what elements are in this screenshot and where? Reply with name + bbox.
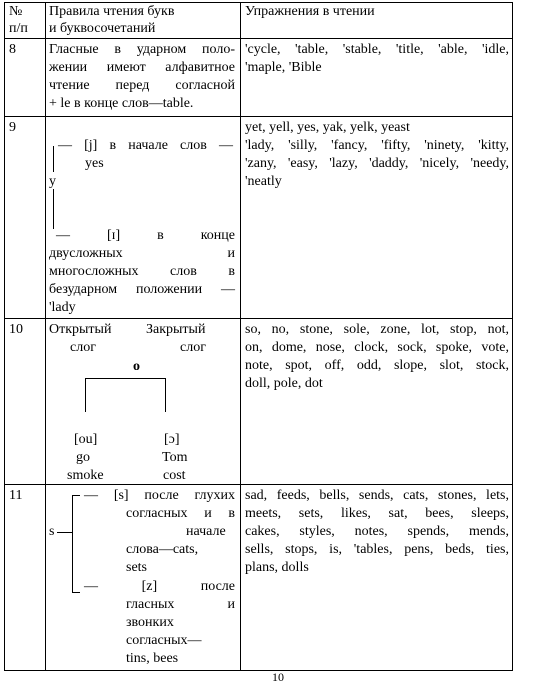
rule-10-open-sound: [ou] xyxy=(74,432,98,447)
rule-9-i-branch-line5: 'lady xyxy=(49,300,76,315)
rule-11-z-branch-line5: tins, bees xyxy=(126,651,179,666)
exercise-11-line3: cakes, styles, notes, spends, mends, xyxy=(245,524,509,539)
row-number-8: 8 xyxy=(9,42,16,57)
rule-10-closed-sound: [ɔ] xyxy=(164,432,180,447)
rule-8-line2: жении имеют алфавитное xyxy=(49,60,235,75)
column-divider-rules xyxy=(240,2,241,671)
exercise-10-line2: on, dome, nose, clock, sock, spoke, vote, xyxy=(245,340,509,355)
rule-10-tree-left xyxy=(85,378,86,412)
header-number-line2: п/п xyxy=(9,21,28,36)
rule-10-tree-right xyxy=(165,378,166,412)
rule-11-s-branch-line4: слова—cats, xyxy=(126,542,199,557)
row-number-10: 10 xyxy=(9,322,23,337)
rule-10-open-bottom: слог xyxy=(70,340,96,355)
rule-8-line3: чтение перед согласной xyxy=(49,78,235,93)
rule-9-letter: y xyxy=(49,174,56,189)
rule-10-closed-top: Закрытый xyxy=(146,322,206,337)
rule-10-closed-example1: Tom xyxy=(162,450,188,465)
exercise-10-line3: note, spot, off, odd, slope, slot, stock, xyxy=(245,358,509,373)
rule-9-bracket-upper xyxy=(53,146,54,172)
rule-11-z-branch-line1: — [z] после xyxy=(84,579,235,594)
header-number-line1: № xyxy=(9,4,23,19)
rule-10-open-example1: go xyxy=(76,450,90,465)
table-border-left xyxy=(4,2,5,671)
rule-11-s-branch-line3: начале xyxy=(186,524,226,539)
header-exercises: Упражнения в чтении xyxy=(245,4,375,19)
row-divider-8 xyxy=(4,116,512,117)
row-number-9: 9 xyxy=(9,120,16,135)
exercise-11-line1: sad, feeds, bells, sends, cats, stones, lets, xyxy=(245,488,509,503)
exercise-9-line4: 'neatly xyxy=(245,174,282,189)
rule-11-z-branch-line3: звонких xyxy=(126,615,174,630)
exercise-11-line4: sells, stops, is, 'tables, pens, beds, ties, xyxy=(245,542,509,557)
exercise-9-line2: 'lady, 'silly, 'fancy, 'fifty, 'ninety, 'kitty, xyxy=(245,138,509,153)
rule-10-closed-bottom: слог xyxy=(180,340,206,355)
row-number-11: 11 xyxy=(9,488,23,503)
exercise-10-line1: so, no, stone, sole, zone, lot, stop, not, xyxy=(245,322,509,337)
rule-11-letter: s xyxy=(49,524,55,539)
exercise-8-line1: 'cycle, 'table, 'stable, 'title, 'able, 'idle, xyxy=(245,42,509,57)
column-divider-number xyxy=(45,2,46,671)
rule-8-line1: Гласные в ударном поло- xyxy=(49,42,235,57)
exercise-9-line1: yet, yell, yes, yak, yelk, yeast xyxy=(245,120,410,135)
rule-9-i-branch-line2: двусложных и xyxy=(49,246,235,261)
rule-9-i-branch-line4: безударном положении — xyxy=(49,282,235,297)
rule-10-closed-example2: cost xyxy=(163,468,186,483)
rule-8-line4: + le в конце слов—table. xyxy=(49,96,194,111)
rule-10-open-example2: smoke xyxy=(67,468,104,483)
rule-11-bracket xyxy=(72,495,73,593)
rule-9-i-branch-line1: — [ɪ] в конце xyxy=(56,228,235,243)
header-rules-line1: Правила чтения букв xyxy=(49,4,175,19)
exercise-11-line5: plans, dolls xyxy=(245,560,309,575)
exercise-10-line4: doll, pole, dot xyxy=(245,376,323,391)
page-number: 10 xyxy=(272,670,284,684)
header-rules-line2: и буквосочетаний xyxy=(49,21,156,36)
rule-10-letter: o xyxy=(133,359,140,374)
header-divider xyxy=(4,38,512,39)
table-border-bottom xyxy=(4,670,512,671)
rule-11-s-branch-line2: согласных и в xyxy=(126,506,235,521)
exercise-9-line3: 'zany, 'easy, 'lazy, 'daddy, 'nicely, 'needy, xyxy=(245,156,509,171)
rule-11-z-branch-line4: согласных— xyxy=(126,633,202,648)
table-border-right xyxy=(512,2,513,671)
rule-11-stem xyxy=(57,532,72,533)
rule-9-j-branch: — [j] в начале слов — xyxy=(58,138,233,153)
rule-11-s-branch-line1: — [s] после глухих xyxy=(84,488,235,503)
rule-10-open-top: Открытый xyxy=(49,322,112,337)
rule-9-j-example: yes xyxy=(85,156,104,171)
rule-11-z-tick xyxy=(72,592,80,593)
rule-9-i-branch-line3: многосложных слов в xyxy=(49,264,235,279)
rule-11-z-branch-line2: гласных и xyxy=(126,597,235,612)
rule-10-tree-bar xyxy=(85,378,165,379)
row-divider-9 xyxy=(4,318,512,319)
rule-11-s-tick xyxy=(72,495,80,496)
rule-11-s-branch-line5: sets xyxy=(126,560,147,575)
exercise-11-line2: meets, sets, likes, sat, bees, sleeps, xyxy=(245,506,509,521)
rule-9-bracket-lower xyxy=(53,189,54,229)
exercise-8-line2: 'maple, 'Bible xyxy=(245,60,322,75)
